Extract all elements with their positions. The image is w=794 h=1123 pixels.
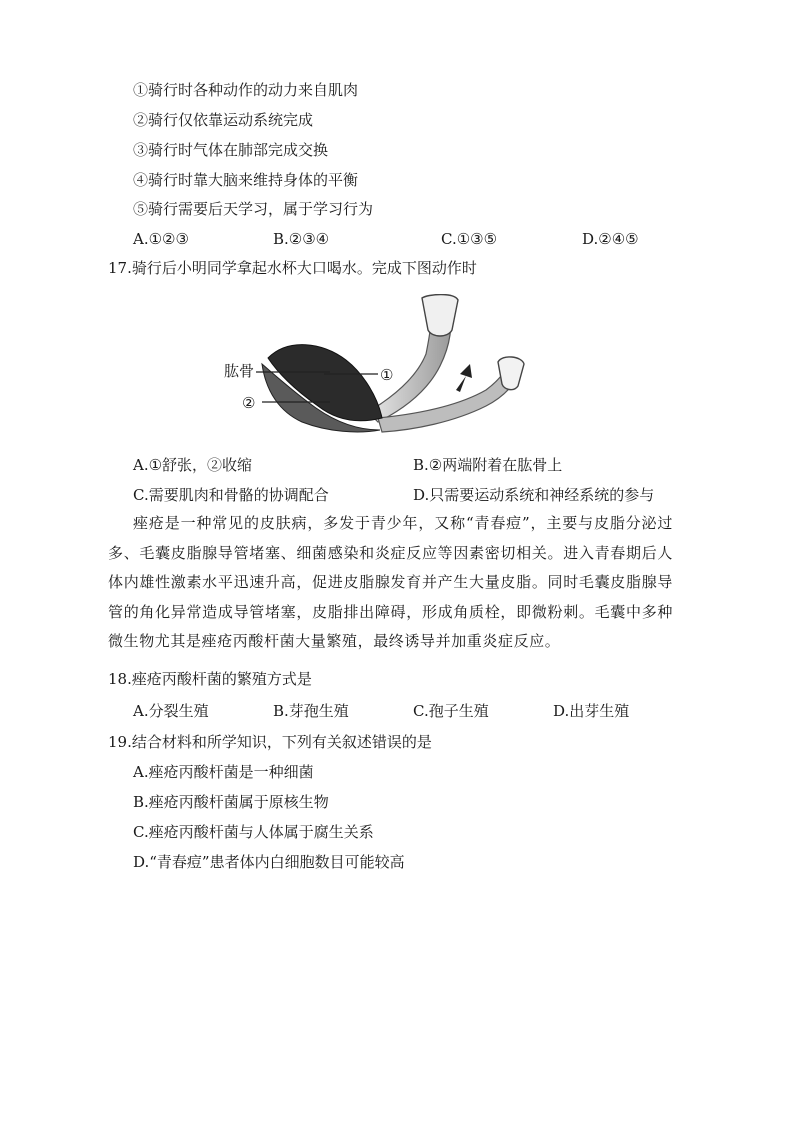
q16-option-a: A.①②③ — [133, 230, 189, 248]
q17-option-c: C.需要肌肉和骨骼的协调配合 — [133, 486, 329, 504]
q17-option-b: B.②两端附着在肱骨上 — [413, 456, 563, 474]
flex-arrow-icon — [456, 364, 472, 392]
bone-label: 肱骨 — [224, 362, 255, 380]
statement-3: ③骑行时气体在肺部完成交换 — [133, 141, 329, 159]
q19-option-b: B.痤疮丙酸杆菌属于原核生物 — [133, 793, 329, 811]
statement-4: ④骑行时靠大脑来维持身体的平衡 — [133, 171, 359, 189]
q18-stem: 18.痤疮丙酸杆菌的繁殖方式是 — [108, 670, 312, 688]
q17-option-d: D.只需要运动系统和神经系统的参与 — [413, 486, 655, 504]
q18-option-c: C.孢子生殖 — [413, 702, 489, 720]
cup-right-icon — [498, 357, 524, 390]
q17-option-a: A.①舒张，②收缩 — [133, 456, 253, 474]
q18-option-b: B.芽孢生殖 — [273, 702, 349, 720]
q18-option-a: A.分裂生殖 — [133, 702, 209, 720]
q16-option-c: C.①③⑤ — [441, 230, 498, 248]
cup-icon — [422, 295, 458, 337]
muscle-2-label: ② — [242, 394, 256, 412]
q19-option-d: D.“青春痘”患者体内白细胞数目可能较高 — [133, 853, 405, 871]
q19-option-a: A.痤疮丙酸杆菌是一种细菌 — [133, 763, 314, 781]
statement-2: ②骑行仅依靠运动系统完成 — [133, 111, 314, 129]
q19-stem: 19.结合材料和所学知识，下列有关叙述错误的是 — [108, 733, 432, 751]
q17-stem: 17.骑行后小明同学拿起水杯大口喝水。完成下图动作时 — [108, 259, 477, 277]
muscle-1-label: ① — [380, 366, 394, 384]
statement-1: ①骑行时各种动作的动力来自肌肉 — [133, 81, 359, 99]
q16-option-d: D.②④⑤ — [582, 230, 639, 248]
statement-5: ⑤骑行需要后天学习，属于学习行为 — [133, 200, 374, 218]
q18-option-d: D.出芽生殖 — [553, 702, 630, 720]
arm-muscle-figure — [218, 294, 538, 438]
passage: 痤疮是一种常见的皮肤病，多发于青少年，又称“青春痘”，主要与皮脂分泌过多、毛囊皮脂腺导管堵塞、细菌感染和炎症反应等因素密切相关。进入青春期后人体内雄性激素水平迅速升高，促进皮脂腺发育并产生大量皮脂。同时毛囊皮脂腺导管的角化异常造成导管堵塞，皮脂排出障碍，形成角质栓，即微粉刺。毛囊中多种微生物尤其是痤疮丙酸杆菌大量繁殖，最终诱导并加重炎症反应。 — [108, 514, 673, 650]
q16-option-b: B.②③④ — [273, 230, 330, 248]
q19-option-c: C.痤疮丙酸杆菌与人体属于腐生关系 — [133, 823, 374, 841]
